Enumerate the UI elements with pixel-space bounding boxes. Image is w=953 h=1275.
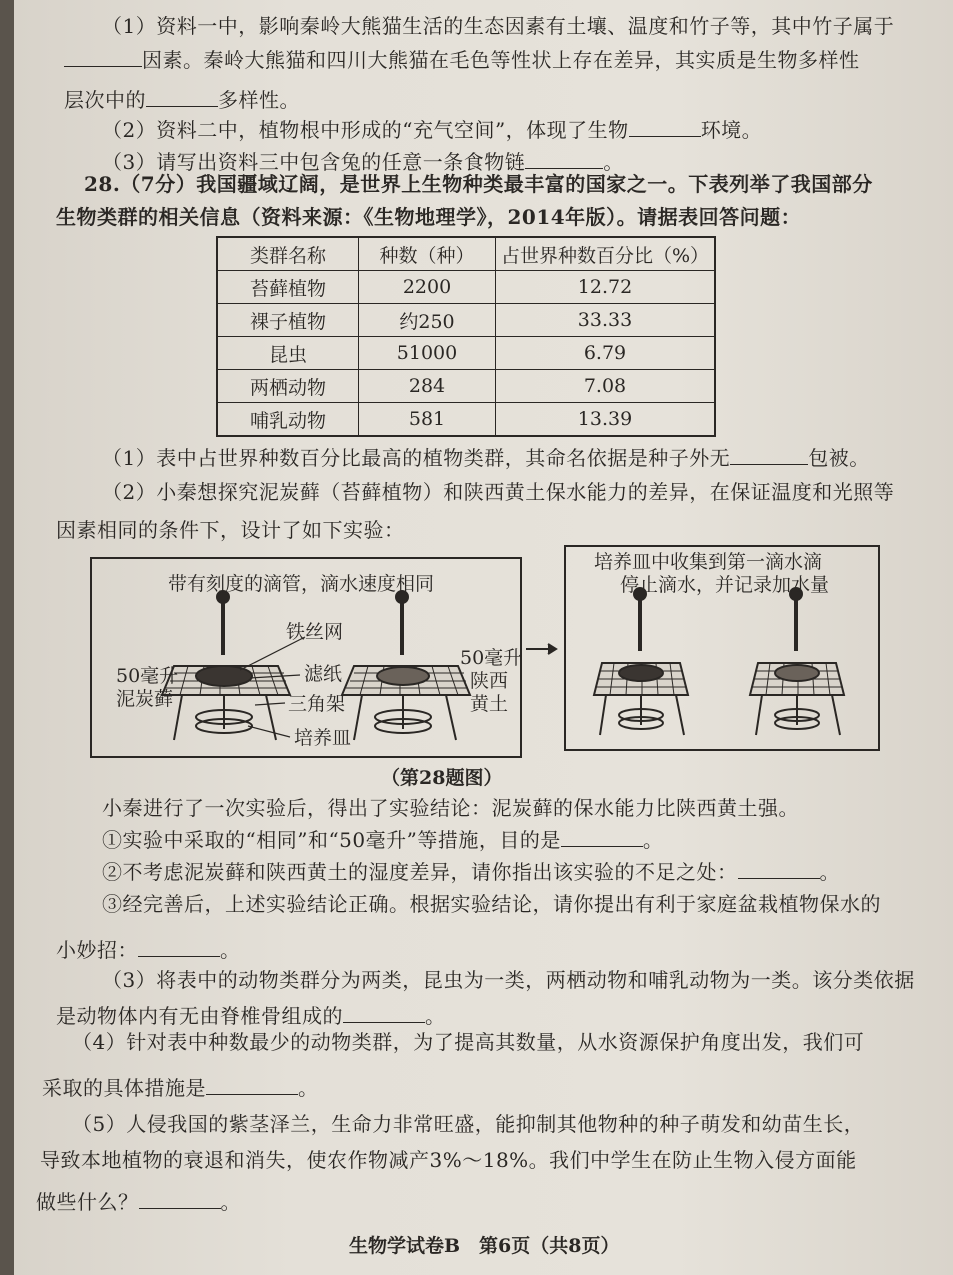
answer-blank[interactable] xyxy=(206,1076,298,1095)
text: 。 xyxy=(220,938,241,962)
text: （3）将表中的动物类群分为两类，昆虫为一类，两栖动物和哺乳动物为一类。该分类依据 xyxy=(102,968,915,992)
answer-blank[interactable] xyxy=(525,150,603,169)
filter-paper-label: 滤纸 xyxy=(304,663,343,685)
q28-2-conclusion xyxy=(102,796,799,820)
right-apparatus xyxy=(342,591,470,740)
text: 。 xyxy=(425,1004,446,1028)
q28-5-line2 xyxy=(40,1148,857,1172)
answer-blank[interactable] xyxy=(146,88,218,107)
q27-1-line2 xyxy=(64,48,860,72)
result-apparatus-right xyxy=(750,588,844,735)
result-box-line2: 停止滴水，并记录加水量 xyxy=(620,574,830,596)
answer-blank[interactable] xyxy=(139,1190,221,1209)
q28-2-line1 xyxy=(102,480,894,504)
q28-stem-line1 xyxy=(84,172,873,196)
q28-2-sub3 xyxy=(102,892,881,916)
answer-blank[interactable] xyxy=(561,828,643,847)
q28-4-line2 xyxy=(42,1076,319,1100)
result-apparatus-left xyxy=(594,588,688,735)
q27-2-line xyxy=(102,118,762,142)
text: （3）请写出资料三中包含兔的任意一条食物链 xyxy=(102,150,526,174)
text: 环境。 xyxy=(700,118,763,142)
text: 小秦进行了一次实验后，得出了实验结论：泥炭藓的保水能力比陕西黄土强。 xyxy=(102,796,799,820)
table-cell: 苔藓植物 xyxy=(217,271,359,304)
table-row xyxy=(217,271,715,304)
text: 生物类群的相关信息（资料来源：《生物地理学》，2014年版）。请据表回答问题： xyxy=(56,205,802,229)
text: （2）资料二中，植物根中形成的“充气空间”，体现了生物 xyxy=(102,118,629,142)
text: 。 xyxy=(819,860,840,884)
page-footer: 生物学试卷B 第6页（共8页） xyxy=(349,1235,620,1257)
left-apparatus xyxy=(162,591,290,740)
table-cell: 6.79 xyxy=(496,337,716,370)
answer-blank[interactable] xyxy=(730,446,808,465)
q28-3-line1 xyxy=(102,968,915,992)
answer-blank[interactable] xyxy=(343,1004,425,1023)
text: ③经完善后，上述实验结论正确。根据实验结论，请你提出有利于家庭盆栽植物保水的 xyxy=(102,892,881,916)
text: 包被。 xyxy=(808,446,870,470)
right-sample-label-3: 黄土 xyxy=(470,693,509,715)
q28-2-sub1 xyxy=(102,828,663,852)
left-sample-label-2: 泥炭藓 xyxy=(116,688,174,710)
text: 28.（7分）我国疆域辽阔，是世界上生物种类最丰富的国家之一。下表列举了我国部分 xyxy=(84,172,873,196)
table-cell: 哺乳动物 xyxy=(217,403,359,437)
text: 是动物体内有无由脊椎骨组成的 xyxy=(56,1004,343,1028)
answer-blank[interactable] xyxy=(138,938,220,957)
table-header: 种数（种） xyxy=(359,237,496,271)
q28-5-line3 xyxy=(36,1190,241,1214)
text: ②不考虑泥炭藓和陕西黄土的湿度差异，请你指出该实验的不足之处： xyxy=(102,860,738,884)
table-row xyxy=(217,337,715,370)
q27-1-line3 xyxy=(64,88,300,112)
text: （2）小秦想探究泥炭藓（苔藓植物）和陕西黄土保水能力的差异，在保证温度和光照等 xyxy=(102,480,895,504)
text: 导致本地植物的衰退和消失，使农作物减产3%～18%。我们中学生在防止生物入侵方面能 xyxy=(40,1148,857,1172)
table-row xyxy=(217,370,715,403)
table-cell: 581 xyxy=(359,403,496,437)
text: （1）表中占世界种数百分比最高的植物类群，其命名依据是种子外无 xyxy=(102,446,731,470)
table-cell: 2200 xyxy=(359,271,496,304)
text: 因素。秦岭大熊猫和四川大熊猫在毛色等性状上存在差异，其实质是生物多样性 xyxy=(142,48,860,72)
q28-2-sub3-cont xyxy=(56,938,241,962)
tripod-label: 三角架 xyxy=(288,693,346,715)
text: （1）资料一中，影响秦岭大熊猫生活的生态因素有土壤、温度和竹子等，其中竹子属于 xyxy=(102,14,895,38)
q28-1-line xyxy=(102,446,870,470)
table-cell: 284 xyxy=(359,370,496,403)
table-row xyxy=(217,403,715,437)
right-sample-label-2: 陕西 xyxy=(470,670,509,692)
table-header: 占世界种数百分比（%） xyxy=(496,237,716,271)
table-cell: 两栖动物 xyxy=(217,370,359,403)
exam-page xyxy=(14,0,953,1275)
text: 小妙招： xyxy=(56,938,138,962)
q28-2-line2 xyxy=(56,518,405,542)
wire-mesh-label: 铁丝网 xyxy=(286,621,344,643)
table-header: 类群名称 xyxy=(217,237,359,271)
q28-2-sub2 xyxy=(102,860,840,884)
text: 做些什么？ xyxy=(36,1190,139,1214)
text: （5）人侵我国的紫茎泽兰，生命力非常旺盛，能抑制其他物种的种子萌发和幼苗生长， xyxy=(72,1112,865,1136)
table-cell: 约250 xyxy=(359,304,496,337)
answer-blank[interactable] xyxy=(629,118,701,137)
q27-1-line1 xyxy=(102,14,894,38)
q28-3-line2 xyxy=(56,1004,446,1028)
q28-5-line1 xyxy=(72,1112,864,1136)
table-cell: 昆虫 xyxy=(217,337,359,370)
text: 因素相同的条件下，设计了如下实验： xyxy=(56,518,405,542)
text: 。 xyxy=(298,1076,319,1100)
q28-stem-line2 xyxy=(56,205,801,229)
table-cell: 裸子植物 xyxy=(217,304,359,337)
answer-blank[interactable] xyxy=(64,48,142,67)
table-row xyxy=(217,304,715,337)
table-cell: 13.39 xyxy=(496,403,716,437)
q27-3-line xyxy=(102,150,624,174)
text: 。 xyxy=(603,150,624,174)
answer-blank[interactable] xyxy=(738,860,820,879)
text: （4）针对表中种数最少的动物类群，为了提高其数量，从水资源保护角度出发，我们可 xyxy=(72,1030,865,1054)
text: 。 xyxy=(220,1190,241,1214)
result-box-line1: 培养皿中收集到第一滴水滴 xyxy=(594,551,823,573)
text: 层次中的 xyxy=(64,88,146,112)
figure-caption: （第28题图） xyxy=(381,767,503,789)
text: 采取的具体措施是 xyxy=(42,1076,206,1100)
text: ①实验中采取的“相同”和“50毫升”等措施，目的是 xyxy=(102,828,561,852)
table-cell: 33.33 xyxy=(496,304,716,337)
q28-4-line1 xyxy=(72,1030,864,1054)
petri-dish-label: 培养皿 xyxy=(294,727,352,749)
table-cell: 12.72 xyxy=(496,271,716,304)
table-header-row xyxy=(217,237,715,271)
dropper-label: 带有刻度的滴管，滴水速度相同 xyxy=(168,573,435,595)
text: 。 xyxy=(642,828,664,852)
experiment-figure xyxy=(90,545,880,757)
species-table xyxy=(216,236,716,437)
right-sample-label-1: 50毫升 xyxy=(460,647,523,669)
text: 多样性。 xyxy=(218,88,300,112)
table-cell: 7.08 xyxy=(496,370,716,403)
table-cell: 51000 xyxy=(359,337,496,370)
left-sample-label-1: 50毫升 xyxy=(116,665,179,687)
